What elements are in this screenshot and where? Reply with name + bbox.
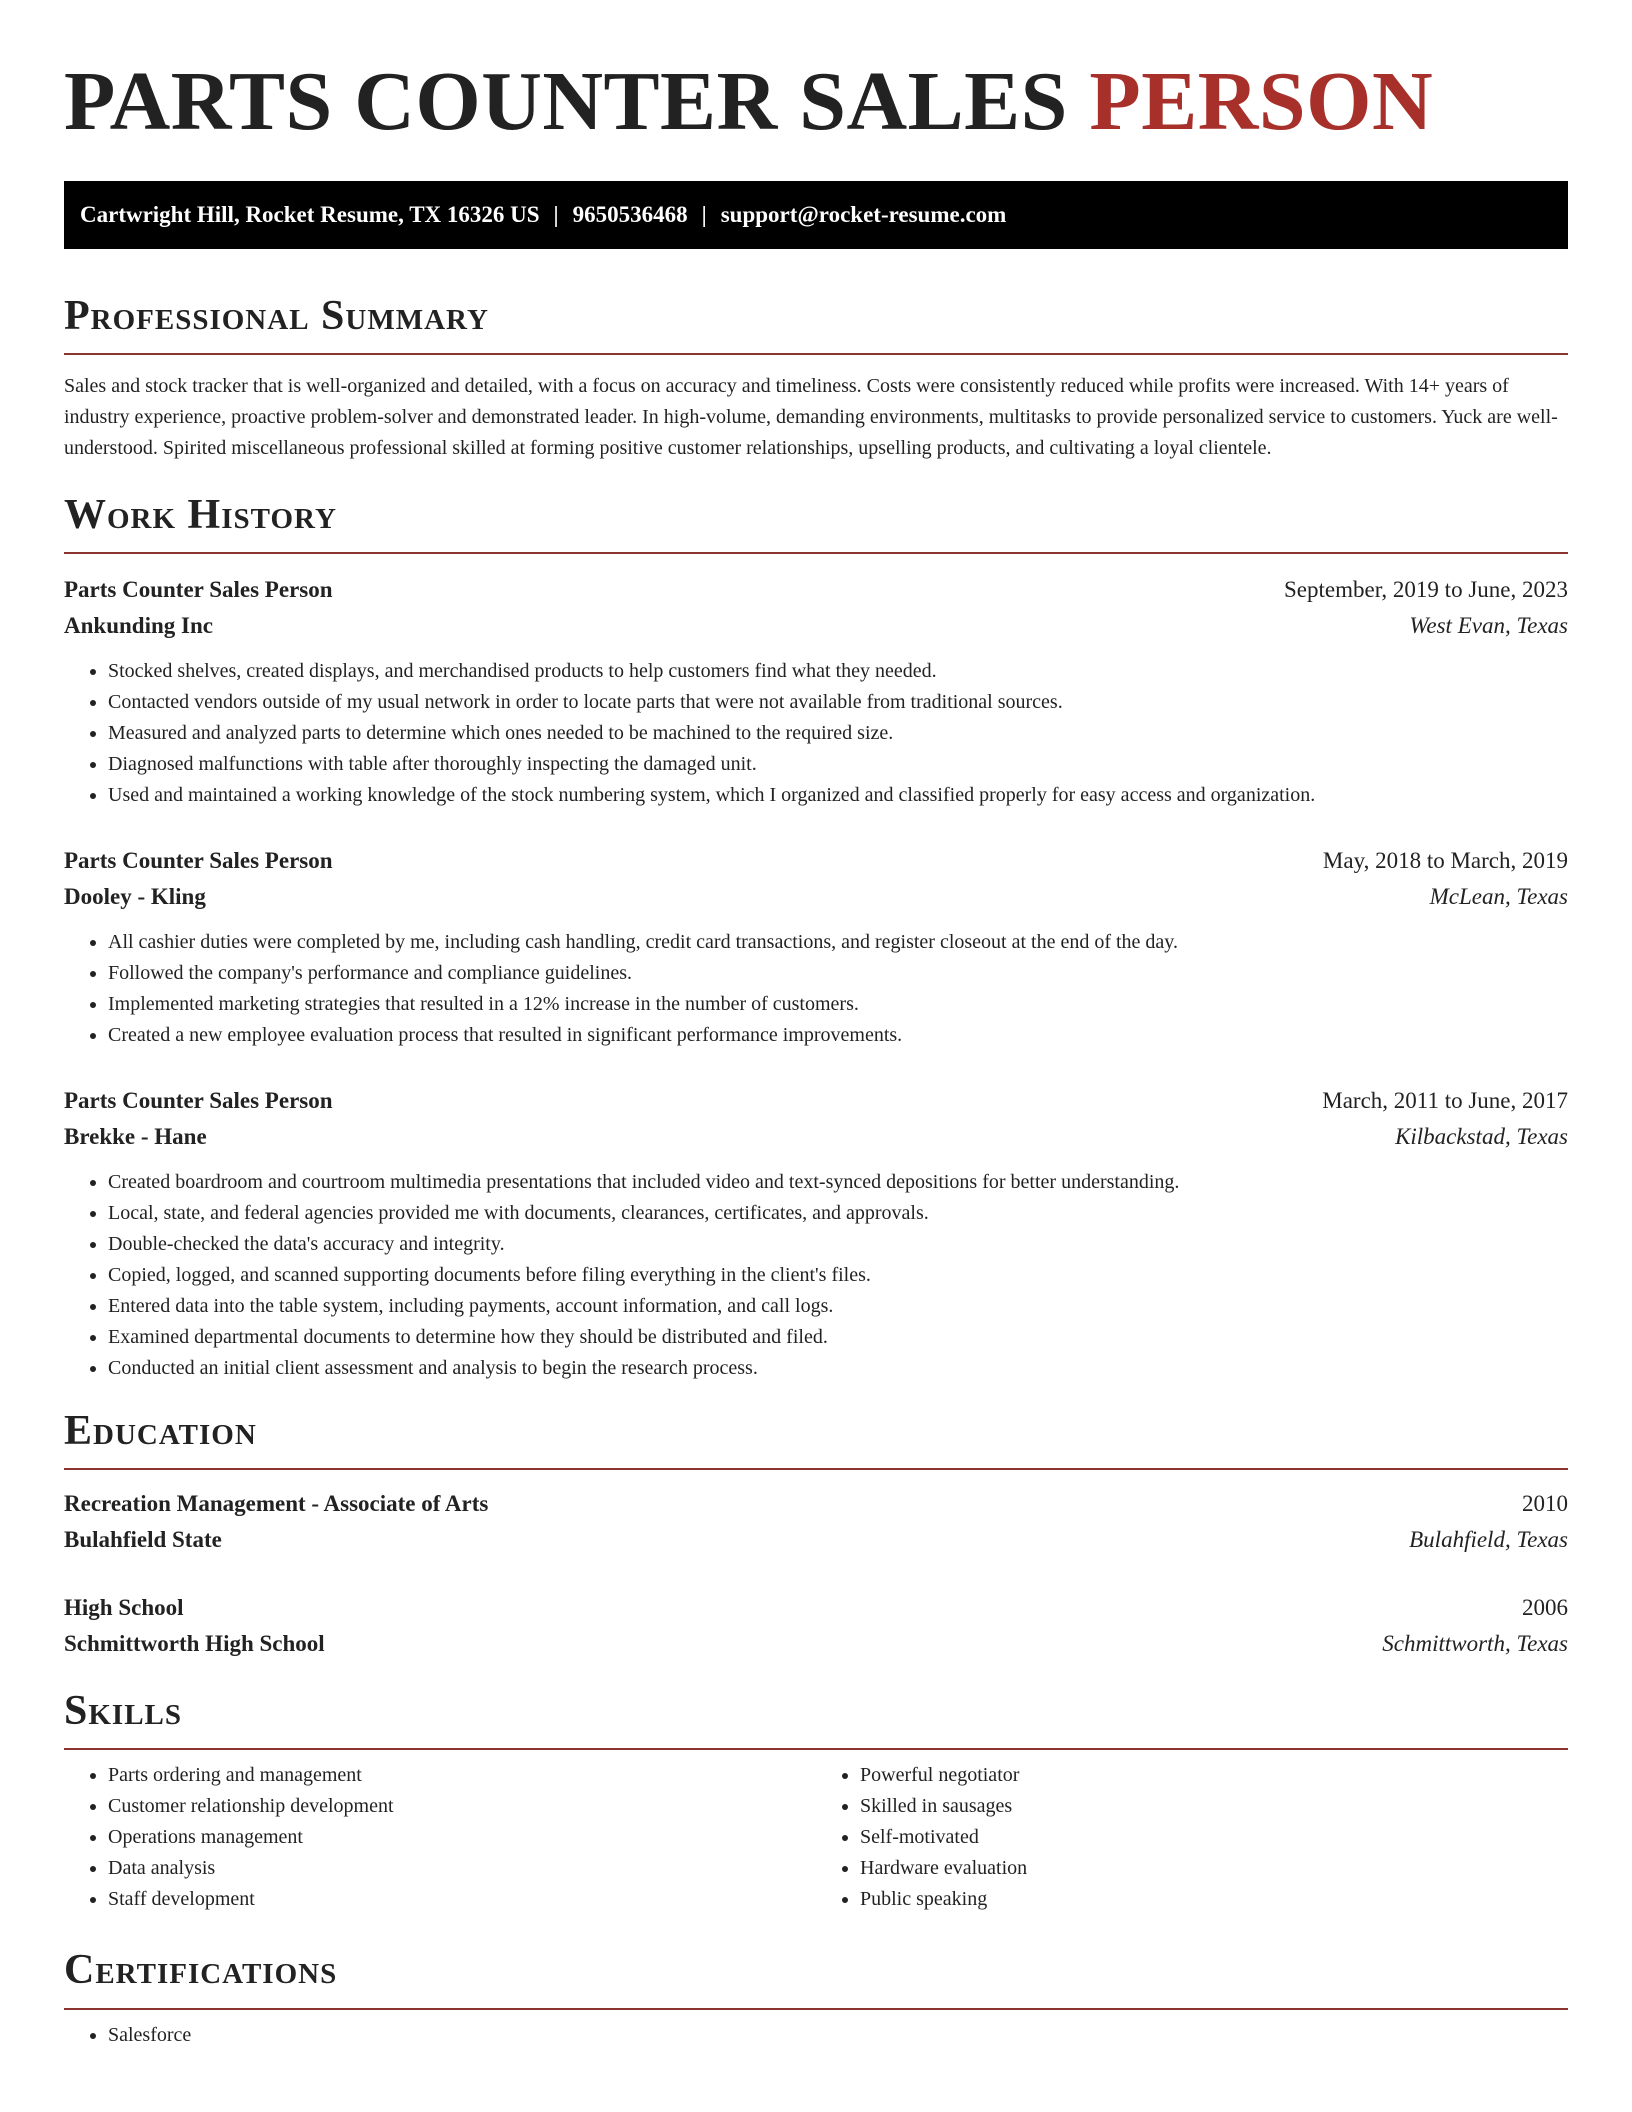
job-company: Brekke - Hane: [64, 1123, 207, 1149]
job-dates: May, 2018 to March, 2019: [1322, 847, 1568, 873]
list-item: • Created a new employee evaluation process that resulted in significant performance improvements.: [108, 1020, 1568, 1051]
list-item: • Followed the company's performance and compliance guidelines.: [108, 958, 1568, 989]
education-school: Bulahfield State: [64, 1527, 222, 1553]
list-item: • Skilled in sausages: [860, 1791, 1568, 1822]
job-location: McLean, Texas: [1429, 883, 1568, 909]
list-item: • Self-motivated: [860, 1822, 1568, 1853]
list-item: • Contacted vendors outside of my usual network in order to locate parts that were not available from traditional sources.: [108, 687, 1568, 718]
list-item: • Stocked shelves, created displays, and merchandised products to help customers find what they needed.: [108, 656, 1568, 687]
education-school: Schmittworth High School: [64, 1631, 325, 1657]
job-entry: [64, 572, 1568, 811]
list-item: • Copied, logged, and scanned supporting documents before filing everything in the client's files.: [108, 1260, 1568, 1291]
education-degree: High School: [64, 1595, 184, 1621]
section-divider: [64, 2008, 1568, 2010]
list-item: • Public speaking: [860, 1884, 1568, 1915]
section-divider: [64, 552, 1568, 554]
job-duties-list: [64, 656, 1568, 811]
section-divider: [64, 353, 1568, 355]
job-entry: [64, 1083, 1568, 1384]
list-item: • Parts ordering and management: [108, 1760, 816, 1791]
section-divider: [64, 1468, 1568, 1470]
list-item: • Measured and analyzed parts to determine which ones needed to be machined to the required size.: [108, 718, 1568, 749]
job-dates: September, 2019 to June, 2023: [1284, 576, 1568, 602]
education-year: 2006: [1522, 1595, 1568, 1621]
education-location: Bulahfield, Texas: [1409, 1527, 1568, 1553]
list-item: • Double-checked the data's accuracy and integrity.: [108, 1229, 1568, 1260]
list-item: • Salesforce: [108, 2020, 1568, 2051]
job-title: Parts Counter Sales Person: [64, 1087, 333, 1113]
page-title: [64, 54, 1568, 151]
job-location: Kilbackstad, Texas: [1395, 1123, 1568, 1149]
job-dates: March, 2011 to June, 2017: [1322, 1087, 1568, 1113]
summary-heading: Professional Summary: [64, 292, 489, 339]
education-heading: Education: [64, 1407, 257, 1454]
job-location: West Evan, Texas: [1409, 612, 1568, 638]
list-item: • Implemented marketing strategies that resulted in a 12% increase in the number of customers.: [108, 989, 1568, 1020]
education-degree: Recreation Management - Associate of Arts: [64, 1491, 489, 1517]
education-entry: [64, 1590, 1568, 1662]
job-duties-list: [64, 927, 1568, 1051]
education-year: 2010: [1522, 1491, 1568, 1517]
list-item: • All cashier duties were completed by me, including cash handling, credit card transactions, and register closeout at the end of the day.: [108, 927, 1568, 958]
work-history-heading: Work History: [64, 491, 337, 538]
title-accent: PERSON: [1089, 55, 1434, 148]
list-item: • Created boardroom and courtroom multimedia presentations that included video and text-synced depositions for better understanding.: [108, 1167, 1568, 1198]
contact-separator: |: [701, 201, 707, 227]
job-entry: [64, 843, 1568, 1051]
section-divider: [64, 1748, 1568, 1750]
skills-heading: Skills: [64, 1688, 183, 1735]
title-main: PARTS COUNTER SALES: [64, 55, 1090, 148]
skills-column-left: [64, 1760, 816, 1915]
certifications-list: [64, 2020, 1568, 2051]
contact-phone: 9650536468: [572, 201, 688, 227]
list-item: • Customer relationship development: [108, 1791, 816, 1822]
list-item: • Used and maintained a working knowledge of the stock numbering system, which I organized and classified properly for easy access and organization.: [108, 780, 1568, 811]
list-item: • Powerful negotiator: [860, 1760, 1568, 1791]
contact-email: support@rocket-resume.com: [720, 201, 1007, 227]
education-location: Schmittworth, Texas: [1382, 1631, 1568, 1657]
list-item: • Conducted an initial client assessment and analysis to begin the research process.: [108, 1353, 1568, 1384]
certifications-heading: Certifications: [64, 1947, 338, 1994]
job-title: Parts Counter Sales Person: [64, 576, 333, 602]
job-company: Ankunding Inc: [64, 612, 213, 638]
skills-list: [64, 1760, 1568, 1915]
contact-separator: |: [553, 201, 559, 227]
list-item: • Data analysis: [108, 1853, 816, 1884]
list-item: • Entered data into the table system, including payments, account information, and call logs.: [108, 1291, 1568, 1322]
contact-bar: [64, 181, 1568, 249]
list-item: • Staff development: [108, 1884, 816, 1915]
list-item: • Operations management: [108, 1822, 816, 1853]
list-item: • Examined departmental documents to determine how they should be distributed and filed.: [108, 1322, 1568, 1353]
education-entry: [64, 1486, 1568, 1558]
list-item: • Local, state, and federal agencies provided me with documents, clearances, certificates, and approvals.: [108, 1198, 1568, 1229]
summary-text: Sales and stock tracker that is well-organized and detailed, with a focus on accuracy and timeliness. Costs were consistently reduced while profits were increased. With 14+ years of industry experience, proactive problem-solver and demonstrated leader. In high-volume, demanding environments, multitasks to provide personalized service to customers. Yuck are well-understood. Spirited miscellaneous professional skilled at forming positive customer relationships, upselling products, and cultivating a loyal clientele.: [64, 374, 1558, 459]
list-item: • Hardware evaluation: [860, 1853, 1568, 1884]
skills-column-right: [816, 1760, 1568, 1915]
job-duties-list: [64, 1167, 1568, 1384]
contact-address: Cartwright Hill, Rocket Resume, TX 16326 US: [80, 201, 540, 227]
job-company: Dooley - Kling: [64, 883, 206, 909]
job-title: Parts Counter Sales Person: [64, 847, 333, 873]
list-item: • Diagnosed malfunctions with table after thoroughly inspecting the damaged unit.: [108, 749, 1568, 780]
